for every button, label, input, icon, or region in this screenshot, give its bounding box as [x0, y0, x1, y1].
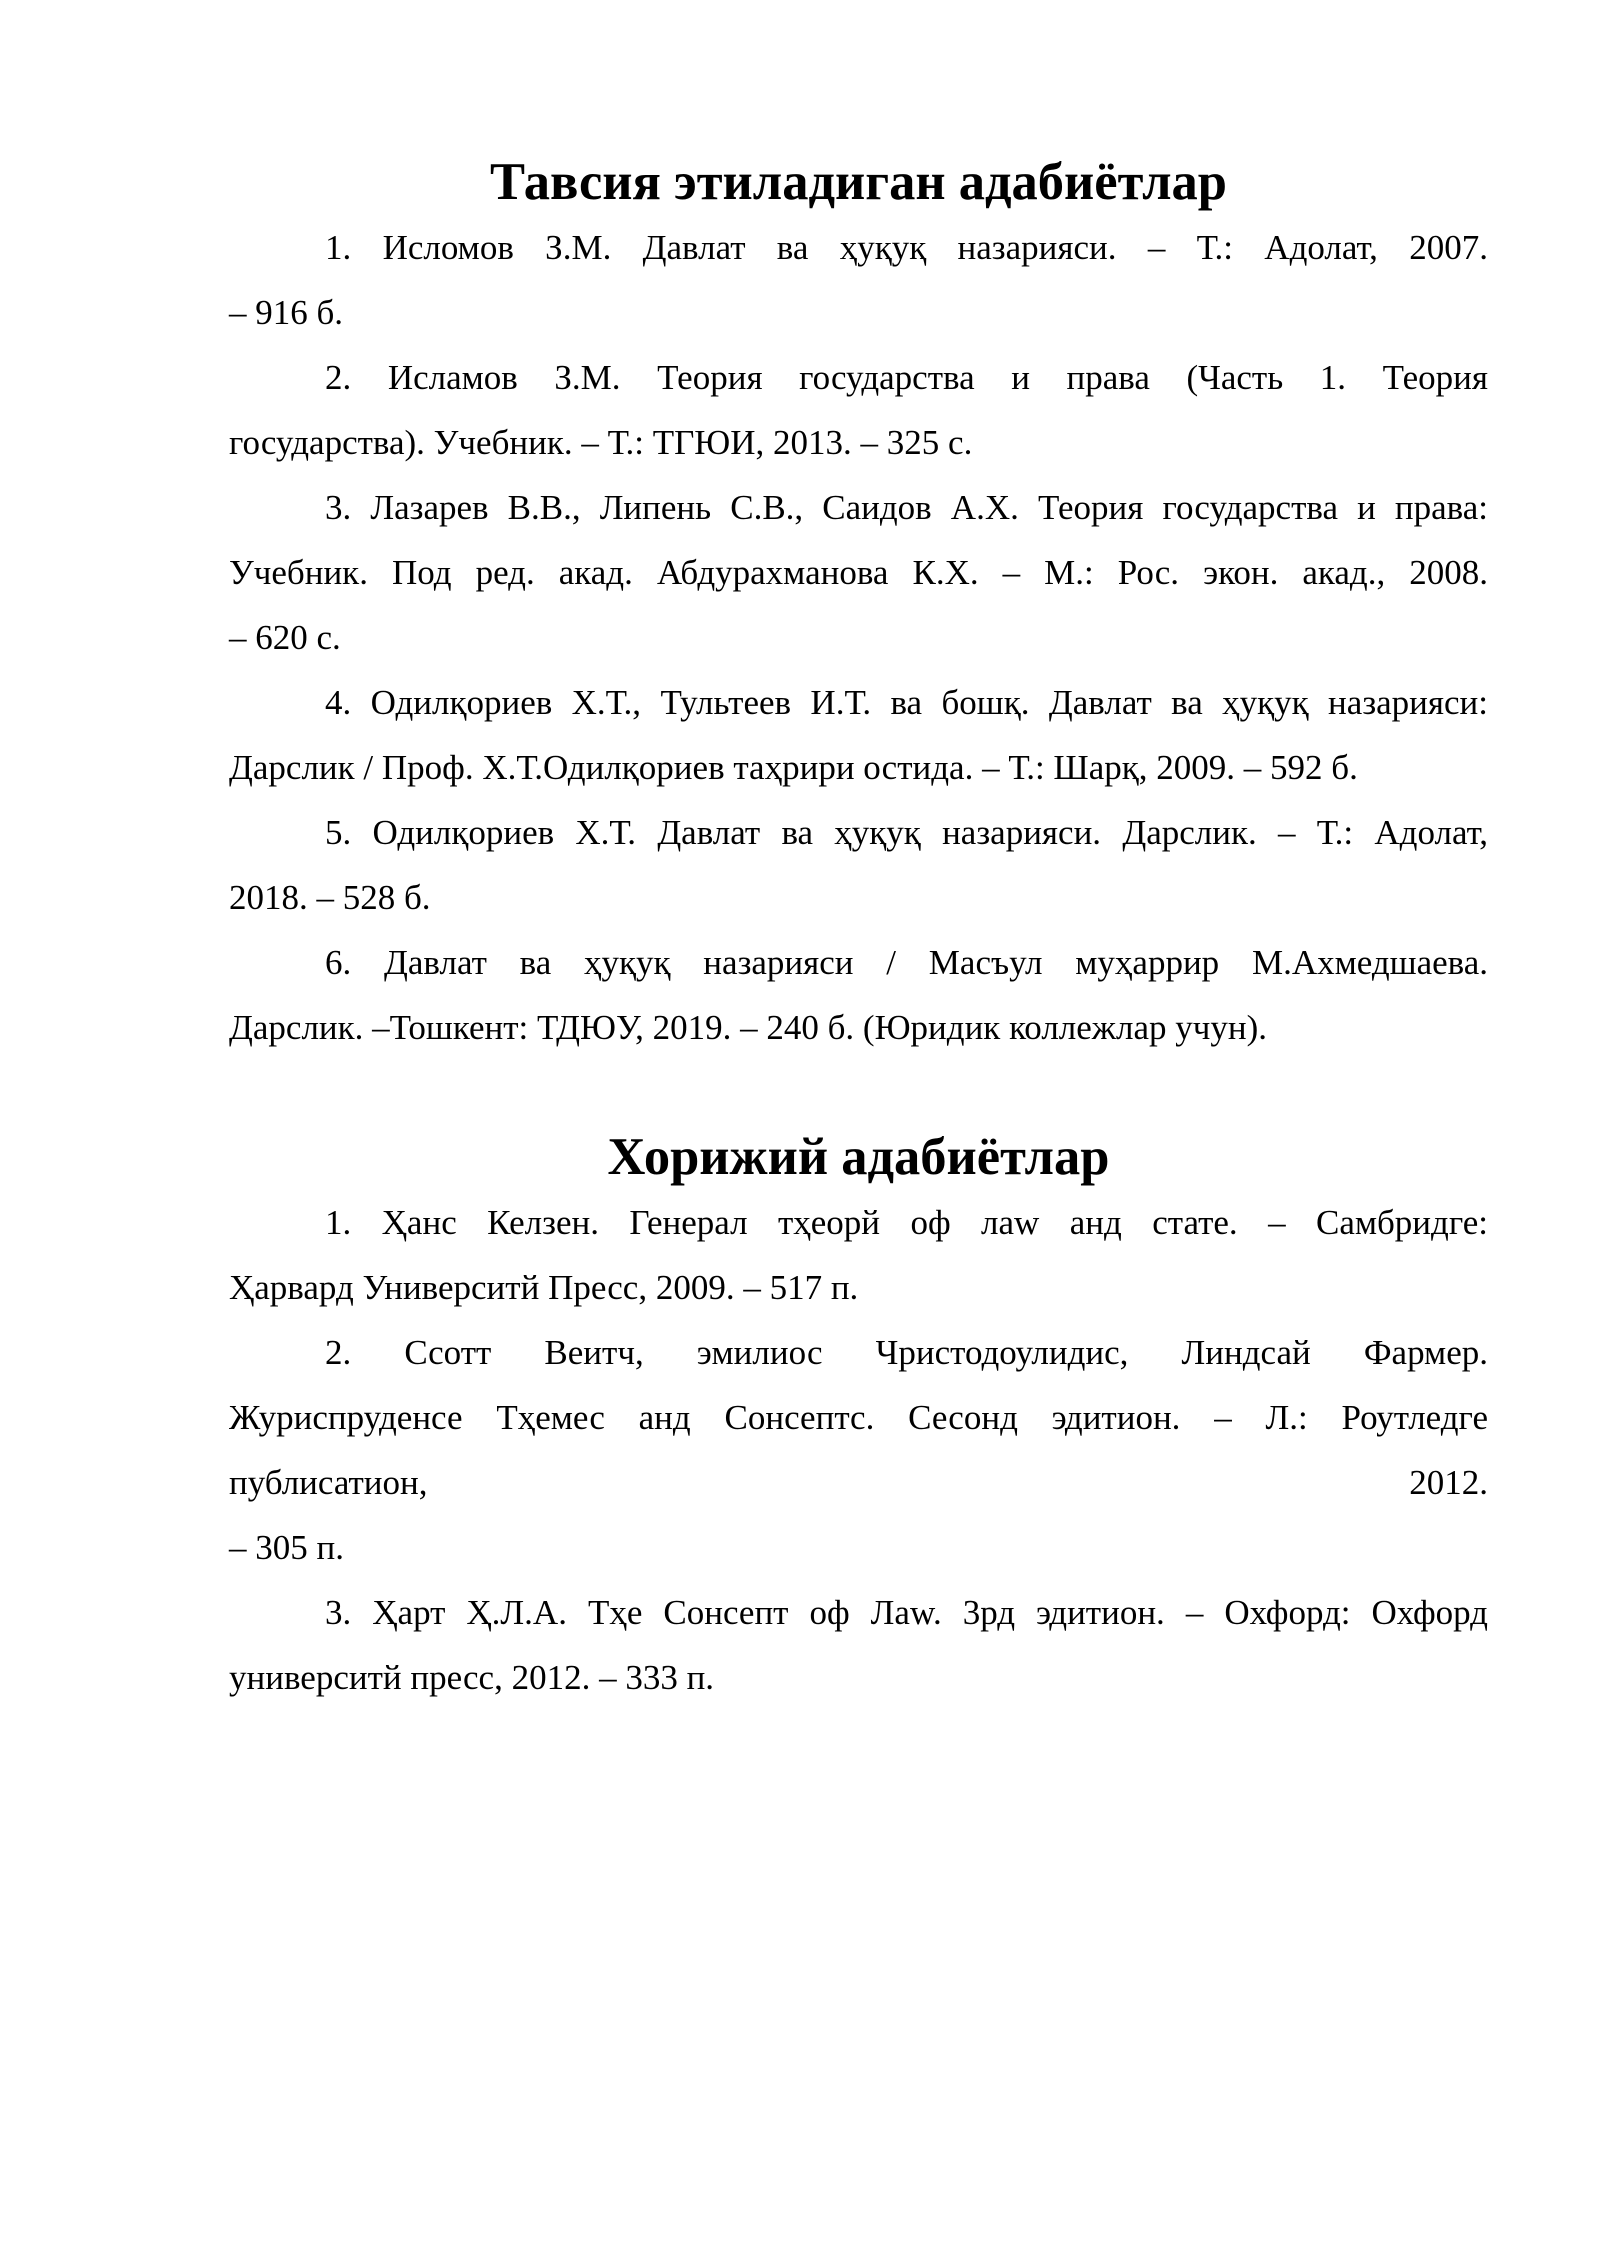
reference-item-4: [229, 670, 1488, 800]
foreign-reference-item-1-line2: Ҳарвард Университй Пресс, 2009. – 517 п.: [229, 1268, 859, 1307]
foreign-reference-item-2-year: 2012.: [1409, 1463, 1488, 1502]
document-page: [229, 150, 1488, 1710]
section-spacer: [229, 1060, 1488, 1125]
foreign-reference-item-3: [229, 1580, 1488, 1710]
reference-item-1-line1: 1. Исломов З.М. Давлат ва ҳуқуқ назарияси. – Т.: Адолат, 2007.: [325, 228, 1488, 267]
reference-item-1-line2: – 916 б.: [229, 293, 344, 332]
reference-item-6-line1: 6. Давлат ва ҳуқуқ назарияси / Масъул муҳаррир М.Ахмедшаева.: [325, 943, 1488, 982]
reference-item-2-line1: 2. Исламов З.М. Теория государства и права (Часть 1. Теория: [325, 358, 1488, 397]
reference-list-foreign: [229, 1190, 1488, 1710]
reference-item-6: [229, 930, 1488, 1060]
reference-item-6-line2: Дарслик. –Тошкент: ТДЮУ, 2019. – 240 б. (Юридик коллежлар учун).: [229, 1008, 1267, 1047]
reference-item-5-line1: 5. Одилқориев Х.Т. Давлат ва ҳуқуқ назарияси. Дарслик. – Т.: Адолат,: [325, 813, 1488, 852]
reference-item-2-line2: государства). Учебник. – Т.: ТГЮИ, 2013. – 325 с.: [229, 423, 973, 462]
foreign-reference-item-2-publisher: публисатион,: [229, 1463, 428, 1502]
reference-item-5-line2: 2018. – 528 б.: [229, 878, 431, 917]
foreign-reference-item-2-line2: Журиспруденсе Тҳемес анд Сонсептс. Сесонд эдитион. – Л.: Роутледге: [229, 1398, 1488, 1437]
foreign-reference-item-2-line1: 2. Ссотт Веитч, эмилиос Чристодоулидис, Линдсай Фармер.: [325, 1333, 1488, 1372]
reference-item-3-line3: – 620 с.: [229, 618, 341, 657]
foreign-reference-item-2: [229, 1320, 1488, 1580]
foreign-reference-item-1: [229, 1190, 1488, 1320]
reference-list-recommended: [229, 215, 1488, 1060]
reference-item-4-line2: Дарслик / Проф. Х.Т.Одилқориев таҳрири остида. – Т.: Шарқ, 2009. – 592 б.: [229, 748, 1358, 787]
reference-item-3-line1: 3. Лазарев В.В., Липень С.В., Саидов А.Х. Теория государства и права:: [325, 488, 1488, 527]
reference-item-4-line1: 4. Одилқориев Х.Т., Тультеев И.Т. ва бошқ. Давлат ва ҳуқуқ назарияси:: [325, 683, 1488, 722]
section-title-recommended: Тавсия этиладиган адабиётлар: [490, 153, 1227, 211]
reference-item-3: [229, 475, 1488, 670]
foreign-reference-item-2-line4: – 305 п.: [229, 1528, 344, 1567]
reference-item-2: [229, 345, 1488, 475]
section-title-foreign: Хорижий адабиётлар: [607, 1128, 1110, 1186]
reference-item-1: [229, 215, 1488, 345]
reference-item-3-line2: Учебник. Под ред. акад. Абдурахманова К.Х. – М.: Рос. экон. акад., 2008.: [229, 553, 1488, 592]
foreign-reference-item-2-line3: [229, 1450, 1488, 1515]
foreign-reference-item-1-line1: 1. Ҳанс Келзен. Генерал тҳеорй оф лаw анд стате. – Самбридге:: [325, 1203, 1488, 1242]
reference-item-5: [229, 800, 1488, 930]
foreign-reference-item-3-line1: 3. Ҳарт Ҳ.Л.А. Тҳе Сонсепт оф Лаw. 3рд эдитион. – Охфорд: Охфорд: [325, 1593, 1488, 1632]
foreign-reference-item-3-line2: университй пресс, 2012. – 333 п.: [229, 1658, 715, 1697]
